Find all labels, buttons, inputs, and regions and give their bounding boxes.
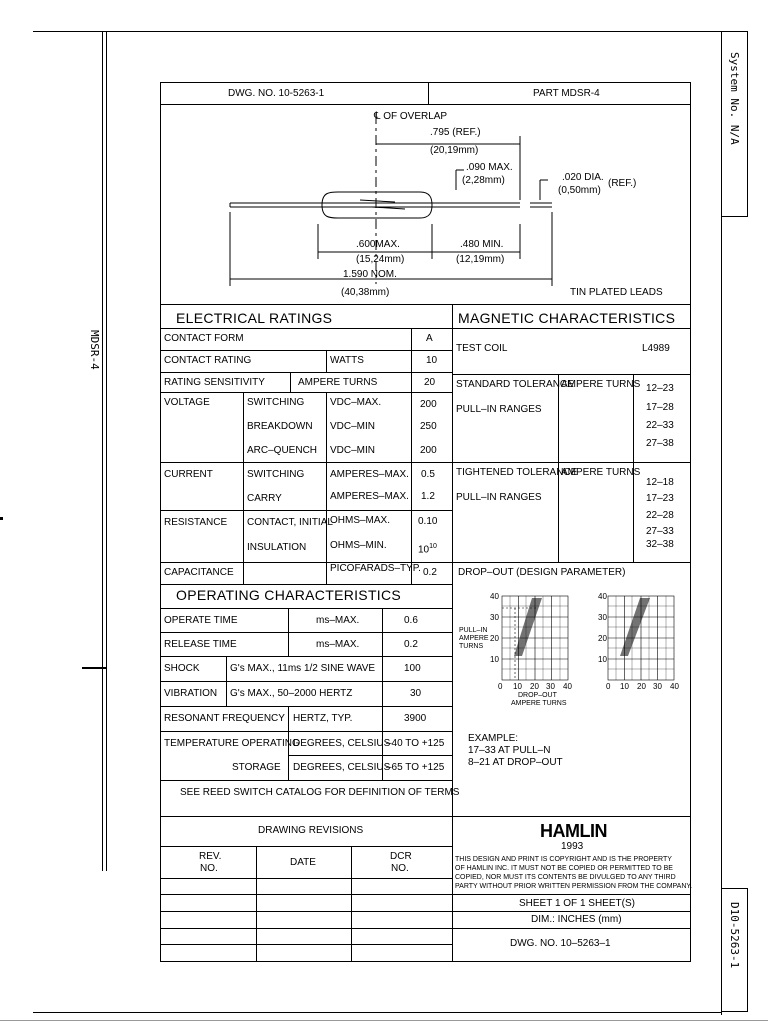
- rev-line-2: [160, 878, 452, 879]
- tight-val-2: 22–28: [646, 510, 674, 521]
- watts-label: WATTS: [330, 355, 364, 366]
- op-line-4: [160, 681, 452, 682]
- header-part: PART MDSR-4: [533, 88, 600, 99]
- rev-right: [452, 816, 453, 962]
- revisions-title: DRAWING REVISIONS: [258, 825, 364, 836]
- c-carry-unit: AMPERES–MAX.: [330, 491, 409, 502]
- contact-form-val: A: [426, 333, 433, 344]
- rev-line-6: [160, 944, 452, 945]
- tin-plated-leads: TIN PLATED LEADS: [570, 287, 663, 298]
- c-carry: CARRY: [247, 493, 282, 504]
- op-line-6: [160, 731, 452, 732]
- op-line-2: [160, 632, 452, 633]
- copyright-1: THIS DESIGN AND PRINT IS COPYRIGHT AND IS THE PROPERTY: [455, 856, 672, 863]
- g2-x40: 40: [670, 682, 679, 691]
- std-pullin-label: PULL–IN RANGES: [456, 404, 542, 415]
- c-carry-val: 1.2: [421, 491, 435, 502]
- c-switching: SWITCHING: [247, 469, 305, 480]
- rev-header-dcrno: NO.: [391, 863, 409, 874]
- current-label: CURRENT: [164, 469, 213, 480]
- example-label: EXAMPLE:: [468, 733, 519, 744]
- g1-y10: 10: [490, 655, 499, 664]
- dropout-title: DROP–OUT (DESIGN PARAMETER): [458, 567, 626, 578]
- dim-480-mm: (12,19mm): [456, 254, 505, 265]
- mag-line-4: [452, 562, 691, 563]
- rating-sens-ampere: AMPERE TURNS: [298, 377, 378, 388]
- operate-unit: ms–MAX.: [316, 615, 360, 626]
- r-contact-unit: OHMS–MAX.: [330, 515, 391, 526]
- r-insulation: INSULATION: [247, 542, 307, 553]
- dim-600: .600MAX.: [356, 239, 400, 250]
- overlap-label: ℄ OF OVERLAP: [374, 111, 448, 122]
- rev-line-5: [160, 928, 452, 929]
- tight-val-0: 12–18: [646, 477, 674, 488]
- rev-header-rev: REV.: [199, 851, 222, 862]
- example-1: 17–33 AT PULL–N: [468, 745, 551, 756]
- temp-label: TEMPERATURE OPERATING: [164, 738, 300, 749]
- temp-st-val: –65 TO +125: [386, 762, 445, 773]
- rev-line-1: [160, 846, 452, 847]
- dim-020-ref: (REF.): [608, 178, 637, 189]
- v-arc-val: 200: [420, 445, 437, 456]
- el-valcol: [411, 328, 412, 584]
- copyright-4: PARTY WITHOUT PRIOR WRITTEN PERMISSION FROM THE COMPANY.: [455, 883, 693, 890]
- g2-y20: 20: [598, 634, 607, 643]
- g2-x10: 10: [620, 682, 629, 691]
- resonant-val: 3900: [404, 713, 427, 724]
- el-line-5: [160, 462, 452, 463]
- v-breakdown: BREAKDOWN: [247, 421, 313, 432]
- rating-sens-val: 20: [424, 377, 436, 388]
- copyright-2: OF HAMLIN INC. IT MUST NOT BE COPIED OR PERMITTED TO BE: [455, 865, 673, 872]
- resistance-label: RESISTANCE: [164, 517, 228, 528]
- rev-line-3: [160, 894, 452, 895]
- el-col-watts: [326, 350, 327, 372]
- g2-y30: 30: [598, 613, 607, 622]
- rev-header-no: NO.: [200, 863, 218, 874]
- tight-tol-unit: AMPERE TURNS: [561, 467, 641, 478]
- temp-op-val: –40 TO +125: [386, 738, 445, 749]
- g1-x40: 40: [563, 682, 572, 691]
- electrical-title: ELECTRICAL RATINGS: [176, 310, 333, 326]
- op-line-3: [160, 656, 452, 657]
- tight-val-1: 17–23: [646, 493, 674, 504]
- std-val-1: 17–28: [646, 402, 674, 413]
- g1-xlabel-2: AMPERE TURNS: [511, 700, 567, 707]
- dim-1590-mm: (40,38mm): [341, 287, 390, 298]
- contact-form-label: CONTACT FORM: [164, 333, 244, 344]
- r-ins-base: 10: [418, 544, 430, 556]
- v-switching: SWITCHING: [247, 397, 305, 408]
- rev-header-date: DATE: [290, 857, 316, 868]
- dim-label: DIM.: INCHES (mm): [531, 914, 622, 925]
- op-line-1: [160, 608, 452, 609]
- temp-st-unit: DEGREES, CELSIUS: [293, 762, 391, 773]
- capacitance-label: CAPACITANCE: [164, 567, 234, 578]
- watts-val: 10: [426, 355, 438, 366]
- test-coil-label: TEST COIL: [456, 343, 508, 354]
- mag-line-1: [452, 328, 691, 329]
- dim-480: .480 MIN.: [460, 239, 504, 250]
- release-label: RELEASE TIME: [164, 639, 237, 650]
- vibration-label: VIBRATION: [164, 688, 218, 699]
- el-line-1: [160, 328, 452, 329]
- std-val-0: 12–23: [646, 383, 674, 394]
- op-line-8: [160, 780, 452, 781]
- g1-x10: 10: [513, 682, 522, 691]
- frame-top: [33, 31, 721, 32]
- left-side-label: MDSR-4: [88, 330, 101, 370]
- r-contact-val: 0.10: [418, 516, 438, 527]
- el-line-8: [160, 584, 452, 585]
- c-switching-val: 0.5: [421, 469, 435, 480]
- release-unit: ms–MAX.: [316, 639, 360, 650]
- op-line-7: [288, 755, 452, 756]
- r-insulation-unit: OHMS–MIN.: [330, 540, 387, 551]
- tb-dwg-no: DWG. NO. 10–5263–1: [510, 938, 611, 949]
- voltage-label: VOLTAGE: [164, 397, 210, 408]
- v-arc-unit: VDC–MIN: [330, 445, 376, 456]
- operate-label: OPERATE TIME: [164, 615, 238, 626]
- bottom-top-line: [160, 816, 691, 817]
- contact-rating-label: CONTACT RATING: [164, 355, 252, 366]
- g2-y10: 10: [598, 655, 607, 664]
- mid-split: [452, 304, 453, 816]
- g1-x20: 20: [530, 682, 539, 691]
- v-breakdown-val: 250: [420, 421, 437, 432]
- dim-090: .090 MAX.: [466, 162, 513, 173]
- g1-y40: 40: [490, 592, 499, 601]
- storage-label: STORAGE: [232, 762, 281, 773]
- temp-op-unit: DEGREES, CELSIUS: [293, 738, 391, 749]
- example-2: 8–21 AT DROP–OUT: [468, 757, 563, 768]
- r-contact: CONTACT, INITIAL: [247, 517, 333, 528]
- std-tol-label: STANDARD TOLERANCE: [456, 379, 574, 390]
- capacitance-unit: PICOFARADS–TYP.: [330, 563, 421, 574]
- rating-sens-label: RATING SENSITIVITY: [164, 377, 265, 388]
- v-switching-val: 200: [420, 399, 437, 410]
- system-no-label: System No. N/A: [728, 52, 741, 145]
- g1-ylabel-1: PULL–IN: [459, 627, 488, 634]
- page-bottom-edge: [0, 1020, 768, 1021]
- g1-y30: 30: [490, 613, 499, 622]
- dim-020: .020 DIA.: [562, 172, 604, 183]
- op-line-5: [160, 706, 452, 707]
- doc-no-label: D10-5263-1: [728, 902, 741, 969]
- company-logo: HAMLIN: [540, 821, 607, 841]
- page-mark: [0, 517, 3, 520]
- g2-x30: 30: [653, 682, 662, 691]
- el-col-b: [326, 392, 327, 584]
- release-val: 0.2: [404, 639, 418, 650]
- header-dwg-no: DWG. NO. 10-5263-1: [228, 88, 325, 99]
- g1-y20: 20: [490, 634, 499, 643]
- el-col-rs: [290, 372, 291, 392]
- g1-x0: 0: [498, 682, 503, 691]
- g1-ylabel-3: TURNS: [459, 643, 484, 650]
- c-switching-unit: AMPERES–MAX.: [330, 469, 409, 480]
- shock-label: SHOCK: [164, 663, 200, 674]
- el-line-4: [160, 392, 452, 393]
- r-ins-exp: 10: [429, 543, 437, 550]
- rev-line-4: [160, 911, 452, 912]
- shock-val: 100: [404, 663, 421, 674]
- dim-795-mm: (20,19mm): [430, 145, 479, 156]
- capacitance-val: 0.2: [423, 567, 437, 578]
- dim-600-mm: (15,24mm): [356, 254, 405, 265]
- tight-val-4: 32–38: [646, 539, 674, 550]
- drawing-bottom: [160, 304, 691, 305]
- mag-line-3: [452, 462, 691, 463]
- el-line-6: [160, 510, 452, 511]
- reed-switch-drawing: [160, 104, 691, 304]
- v-arc: ARC–QUENCH: [247, 445, 318, 456]
- g1-xlabel-1: DROP–OUT: [518, 692, 557, 699]
- r-insulation-val: [418, 543, 437, 555]
- std-val-2: 22–33: [646, 420, 674, 431]
- tb-line-1: [452, 894, 691, 895]
- vibration-desc: G's MAX., 50–2000 HERTZ: [230, 688, 353, 699]
- tight-val-3: 27–33: [646, 526, 674, 537]
- dim-020-mm: (0,50mm): [558, 185, 601, 196]
- header-split: [428, 82, 429, 104]
- sheet-label: SHEET 1 OF 1 SHEET(S): [519, 898, 635, 909]
- g1-ylabel-2: AMPERE: [459, 635, 489, 642]
- v-switching-unit: VDC–MAX.: [330, 397, 382, 408]
- company-year: 1993: [561, 841, 584, 852]
- resonant-label: RESONANT FREQUENCY: [164, 713, 285, 724]
- resonant-unit: HERTZ, TYP.: [293, 713, 353, 724]
- copyright-3: COPIED, NOR MUST ITS CONTENTS BE DIVULGED TO ANY THIRD: [455, 874, 676, 881]
- g1-x30: 30: [546, 682, 555, 691]
- frame-left: [106, 31, 107, 871]
- v-breakdown-unit: VDC–MIN: [330, 421, 376, 432]
- shock-desc: G's MAX., 11ms 1/2 SINE WAVE: [230, 663, 376, 674]
- tight-tol-label: TIGHTENED TOLERANCE: [456, 467, 578, 478]
- mag-line-2: [452, 374, 691, 375]
- see-catalog: SEE REED SWITCH CATALOG FOR DEFINITION OF TERMS: [180, 787, 460, 798]
- tight-pullin-label: PULL–IN RANGES: [456, 492, 542, 503]
- dim-1590: 1.590 NOM.: [343, 269, 397, 280]
- g2-y40: 40: [598, 592, 607, 601]
- g2-x20: 20: [637, 682, 646, 691]
- dim-795: .795 (REF.): [430, 127, 481, 138]
- el-line-2: [160, 350, 452, 351]
- test-coil-val: L4989: [642, 343, 670, 354]
- frame-left-mark: [82, 667, 106, 669]
- el-line-3: [160, 372, 452, 373]
- frame-bottom: [33, 1012, 721, 1013]
- vibration-val: 30: [410, 688, 422, 699]
- tb-line-2: [452, 911, 691, 912]
- rev-header-dcr: DCR: [390, 851, 412, 862]
- magnetic-title: MAGNETIC CHARACTERISTICS: [458, 310, 676, 326]
- dim-090-mm: (2,28mm): [462, 175, 505, 186]
- operate-val: 0.6: [404, 615, 418, 626]
- frame-left-inner: [102, 31, 103, 871]
- g2-x0: 0: [606, 682, 611, 691]
- el-col-a: [243, 392, 244, 584]
- std-val-3: 27–38: [646, 438, 674, 449]
- operating-title: OPERATING CHARACTERISTICS: [176, 587, 402, 603]
- tb-line-3: [452, 928, 691, 929]
- std-tol-unit: AMPERE TURNS: [561, 379, 641, 390]
